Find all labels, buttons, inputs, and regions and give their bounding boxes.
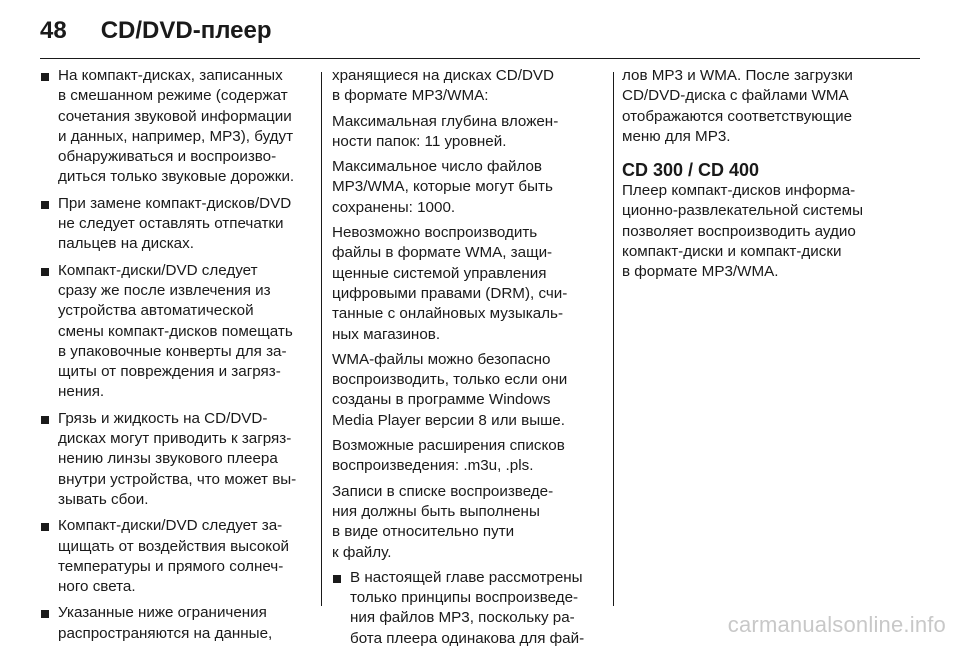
text-line: созданы в программе Windows — [332, 391, 551, 409]
text-line: температуры и прямого солнеч- — [58, 557, 284, 575]
text-line: хранящиеся на дисках CD/DVD — [332, 67, 555, 84]
paragraph — [332, 66, 604, 107]
text-line: только принципы воспроизведе- — [350, 589, 579, 607]
text-line: нения. — [58, 383, 105, 401]
text-line: Максимальная глубина вложен- — [332, 112, 559, 130]
text-line: щищать от воздействия высокой — [58, 537, 290, 555]
paragraph — [622, 181, 912, 282]
text-line: WMA-файлы можно безопасно — [332, 350, 551, 368]
text-line: сохранены: 1000. — [332, 198, 456, 216]
column-left — [40, 66, 314, 650]
text-line: Компакт-диски/DVD следует за- — [58, 517, 283, 535]
text-line: воспроизведения: .m3u, .pls. — [332, 457, 534, 475]
paragraph — [332, 112, 604, 153]
column-right — [622, 66, 912, 288]
page-number: 48 — [40, 17, 67, 44]
text-line: ных магазинов. — [332, 325, 441, 343]
text-line: В настоящей главе рассмотрены — [350, 568, 583, 586]
text-line: диться только звуковые дорожки. — [58, 168, 295, 186]
text-line: танные с онлайновых музыкаль- — [332, 305, 564, 323]
text-line: компакт-диски и компакт-диски — [622, 243, 842, 261]
text-line: ционно-развлекательной системы — [622, 202, 864, 220]
square-bullet-icon — [41, 73, 49, 81]
text-line: в формате MP3/WMA. — [622, 263, 779, 281]
text-line: в смешанном режиме (содержат — [58, 87, 288, 105]
bullet-item — [40, 409, 314, 510]
text-line: лов MP3 и WMA. После загрузки — [622, 67, 853, 84]
paragraph — [332, 436, 604, 477]
text-line: Компакт-диски/DVD следует — [58, 261, 258, 279]
text-line: в упаковочные конверты для за- — [58, 342, 287, 360]
text-line: Media Player версии 8 или выше. — [332, 411, 565, 429]
text-line: файлы в формате WMA, защи- — [332, 244, 553, 262]
column-divider-left — [321, 72, 322, 606]
page-header — [40, 14, 271, 48]
paragraph — [332, 223, 604, 345]
text-line: Невозможно воспроизводить — [332, 224, 538, 242]
square-bullet-icon — [333, 575, 341, 583]
text-line: устройства автоматической — [58, 302, 254, 320]
bullet-item — [40, 516, 314, 597]
text-line: ния должны быть выполнены — [332, 502, 540, 520]
paragraph — [332, 350, 604, 431]
text-line: к файлу. — [332, 543, 392, 561]
text-line: щиты от повреждения и загряз- — [58, 363, 281, 381]
text-line: ности папок: 11 уровней. — [332, 132, 507, 150]
text-line: смены компакт-дисков помещать — [58, 322, 293, 340]
text-line: пальцев на дисках. — [58, 235, 194, 253]
text-line: Указанные ниже ограничения — [58, 604, 267, 622]
text-line: Возможные расширения списков — [332, 437, 565, 455]
text-line: сразу же после извлечения из — [58, 281, 271, 299]
text-line: ния файлов MP3, поскольку ра- — [350, 609, 575, 627]
bullet-item — [40, 194, 314, 255]
text-line: MP3/WMA, которые могут быть — [332, 178, 553, 196]
text-line: не следует оставлять отпечатки — [58, 215, 284, 233]
bullet-item — [40, 261, 314, 403]
text-line: ного света. — [58, 578, 136, 596]
text-line: меню для MP3. — [622, 127, 731, 145]
text-line: внутри устройства, что может вы- — [58, 470, 297, 488]
text-line: в формате MP3/WMA: — [332, 87, 489, 105]
text-line: в виде относительно пути — [332, 523, 515, 541]
bullet-item — [40, 603, 314, 644]
text-line: нению линзы звукового плеера — [58, 450, 278, 468]
text-line: бота плеера одинакова для фай- — [350, 629, 585, 647]
text-line: и данных, например, MP3), будут — [58, 127, 294, 145]
text-line: щенные системой управления — [332, 264, 547, 282]
bullet-item — [332, 568, 604, 649]
text-line: Максимальное число файлов — [332, 158, 542, 176]
text-line: зывать сбои. — [58, 490, 149, 508]
text-line: распространяются на данные, — [58, 624, 273, 642]
text-line: сочетания звуковой информации — [58, 107, 292, 125]
watermark: carmanualsonline.info — [727, 612, 946, 637]
text-line: воспроизводить, только если они — [332, 371, 568, 389]
text-line: Записи в списке воспроизведе- — [332, 482, 554, 500]
column-divider-right — [613, 72, 614, 606]
bullet-item — [40, 66, 314, 188]
square-bullet-icon — [41, 201, 49, 209]
square-bullet-icon — [41, 610, 49, 618]
text-line: цифровыми правами (DRM), счи- — [332, 284, 568, 302]
square-bullet-icon — [41, 268, 49, 276]
text-line: Грязь и жидкость на CD/DVD- — [58, 409, 268, 427]
text-line: отображаются соответствующие — [622, 107, 853, 125]
header-rule — [40, 58, 920, 59]
text-line: При замене компакт-дисков/DVD — [58, 194, 292, 212]
text-line: На компакт-дисках, записанных — [58, 67, 283, 84]
square-bullet-icon — [41, 416, 49, 424]
square-bullet-icon — [41, 523, 49, 531]
paragraph — [332, 157, 604, 218]
column-middle — [332, 66, 604, 655]
section-heading: CD 300 / CD 400 — [622, 160, 760, 181]
text-line: обнаруживаться и воспроизво- — [58, 148, 277, 166]
paragraph — [622, 66, 912, 147]
text-line: позволяет воспроизводить аудио — [622, 222, 856, 240]
page-title: CD/DVD-плеер — [100, 17, 272, 44]
text-line: дисках могут приводить к загряз- — [58, 430, 292, 448]
text-line: Плеер компакт-дисков информа- — [622, 182, 856, 200]
paragraph — [332, 482, 604, 563]
text-line: CD/DVD-диска с файлами WMA — [622, 87, 849, 105]
